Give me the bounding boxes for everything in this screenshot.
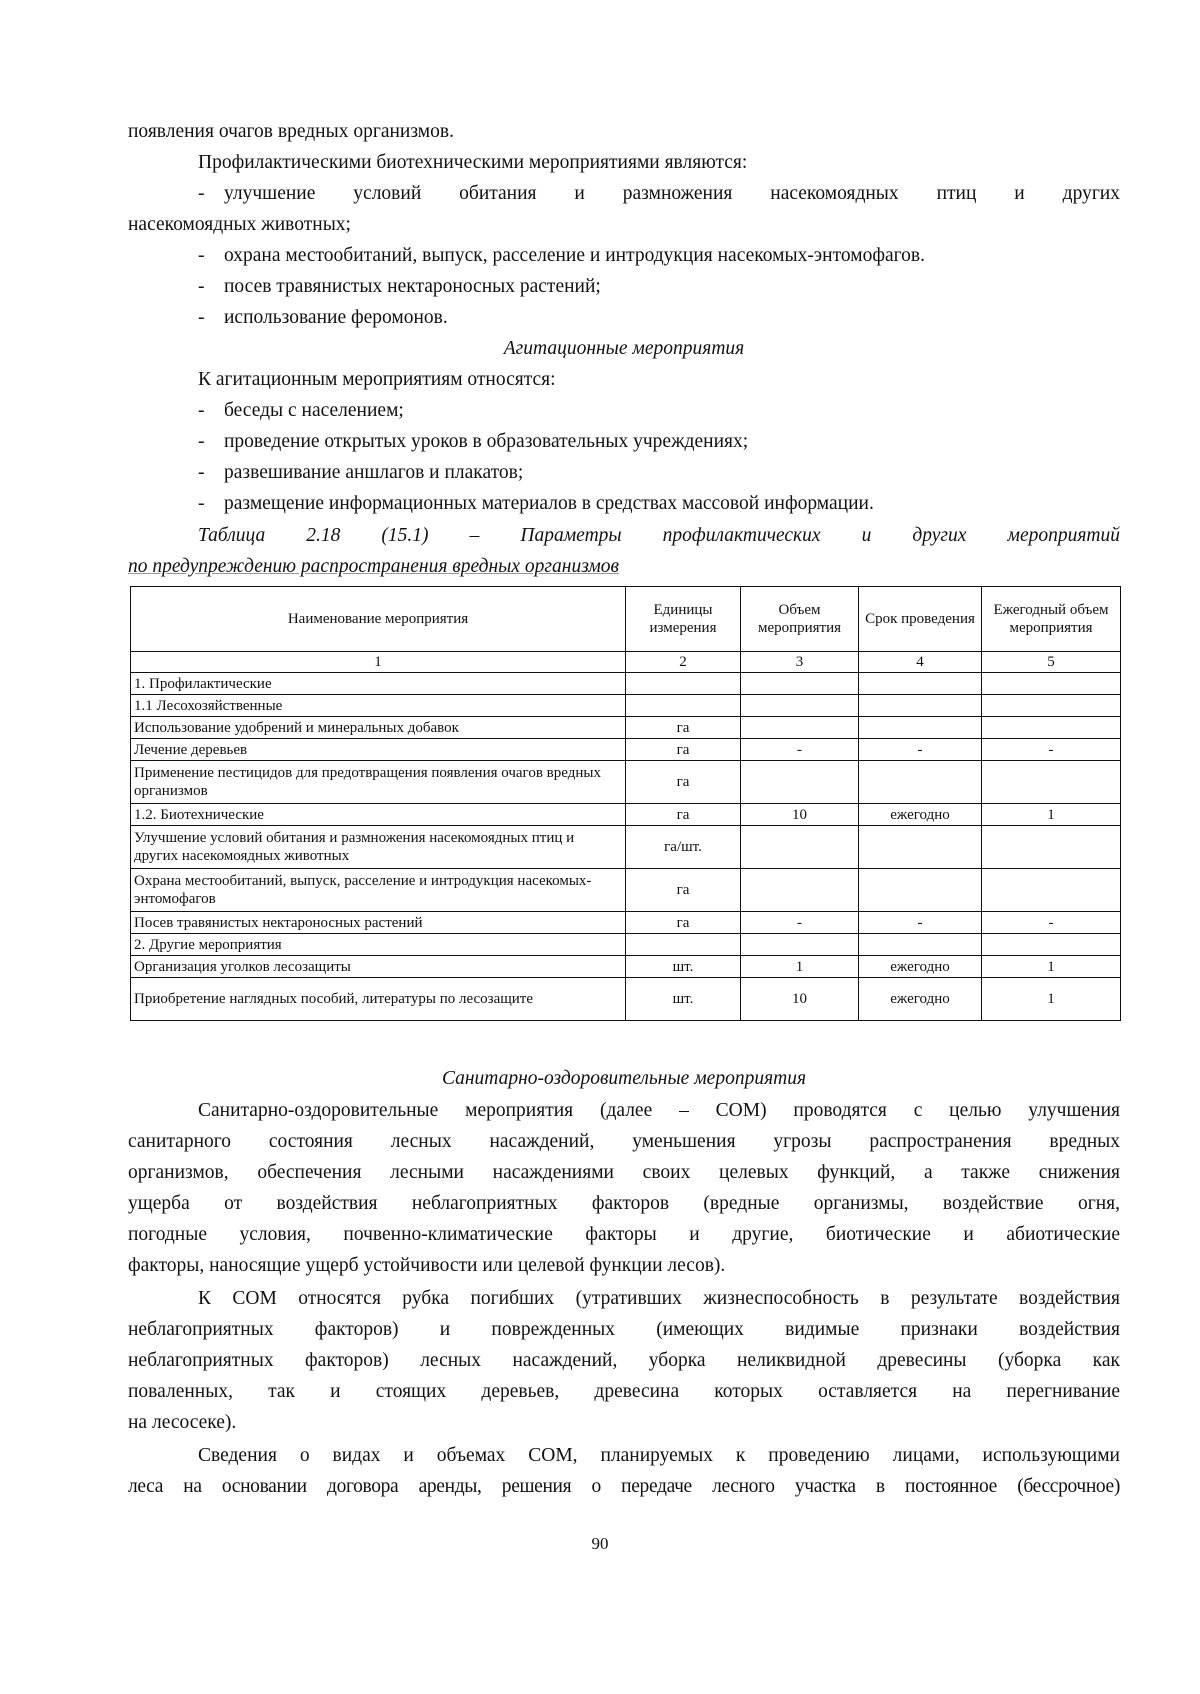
- page-number: 90: [591, 1534, 609, 1553]
- table-row: 1.1 Лесохозяйственные: [131, 695, 1121, 717]
- paragraph-sanitary-line: ущерба от воздействия неблагоприятных факторов (вредные организмы, воздействие огня,: [128, 1193, 1120, 1214]
- bullet-biotech-2: - охрана местообитаний, выпуск, расселение и интродукция насекомых-энтомофагов.: [198, 245, 925, 266]
- section-heading-sanitary: Санитарно-оздоровительные мероприятия: [441, 1068, 807, 1089]
- paragraph-som-line: К СОМ относятся рубка погибших (утративших жизнеспособность в результате воздействия: [198, 1288, 1120, 1309]
- table-row: 1.2. Биотехнические га 10 ежегодно 1: [131, 804, 1121, 826]
- bullet-biotech-1: - улучшение условий обитания и размножения насекомоядных птиц и других: [198, 183, 1120, 204]
- table-row: Применение пестицидов для предотвращения появления очагов вредных организмов га: [131, 761, 1121, 804]
- bullet-agitation-4: - размещение информационных материалов в средствах массовой информации.: [198, 493, 874, 514]
- table-row: Приобретение наглядных пособий, литературы по лесозащите шт. 10 ежегодно 1: [131, 978, 1121, 1021]
- bullet-agitation-1: - беседы с населением;: [198, 400, 404, 421]
- bullet-biotech-4: - использование феромонов.: [198, 307, 448, 328]
- header-volume: Объем мероприятия: [741, 587, 859, 652]
- paragraph-agitation-intro: К агитационным мероприятиям относятся:: [198, 369, 556, 390]
- bullet-agitation-2: - проведение открытых уроков в образовательных учреждениях;: [198, 431, 749, 452]
- table-row: Посев травянистых нектароносных растений га - - -: [131, 912, 1121, 934]
- paragraph-sanitary-line: погодные условия, почвенно-климатические факторы и другие, биотические и абиотические: [128, 1224, 1120, 1245]
- col-number: 1: [131, 652, 626, 673]
- paragraph-som-line: неблагоприятных факторов) и поврежденных (имеющих видимые признаки воздействия: [128, 1319, 1120, 1340]
- measures-table: [130, 586, 1121, 1021]
- table-row: Лечение деревьев га - - -: [131, 739, 1121, 761]
- table-row: Охрана местообитаний, выпуск, расселение и интродукция насекомых-энтомофагов га: [131, 869, 1121, 912]
- table-row: Использование удобрений и минеральных добавок га: [131, 717, 1121, 739]
- paragraph-som-line: на лесосеке).: [128, 1412, 237, 1433]
- paragraph-sanitary-line: организмов, обеспечения лесными насаждениями своих целевых функций, а также снижения: [128, 1162, 1120, 1183]
- bullet-biotech-3: - посев травянистых нектароносных растений;: [198, 276, 601, 297]
- paragraph-sanitary-line: факторы, наносящие ущерб устойчивости или целевой функции лесов).: [128, 1255, 726, 1276]
- table-row: Улучшение условий обитания и размножения насекомоядных птиц и других насекомоядных животных га/шт.: [131, 826, 1121, 869]
- paragraph-sanitary-line: Санитарно-оздоровительные мероприятия (далее – СОМ) проводятся с целью улучшения: [198, 1100, 1120, 1121]
- bullet-agitation-3: - развешивание аншлагов и плакатов;: [198, 462, 524, 483]
- paragraph-som-line: неблагоприятных факторов) лесных насаждений, уборка неликвидной древесины (уборка как: [128, 1350, 1120, 1371]
- paragraph-som-line: поваленных, так и стоящих деревьев, древесина которых оставляется на перегнивание: [128, 1381, 1120, 1402]
- header-unit: Единицы измерения: [626, 587, 741, 652]
- table-header-row: [131, 587, 1121, 652]
- table-row: 2. Другие мероприятия: [131, 934, 1121, 956]
- col-number: 2: [626, 652, 741, 673]
- section-heading-agitation: Агитационные мероприятия: [503, 338, 745, 359]
- table-caption: Таблица 2.18 (15.1) – Параметры профилактических и других мероприятий по предупреждению распространения вредных организмов: [128, 525, 1120, 577]
- header-term: Срок проведения: [859, 587, 982, 652]
- table-row: 1. Профилактические: [131, 673, 1121, 695]
- paragraph-som-info-line: леса на основании договора аренды, решения о передаче лесного участка в постоянное (бессрочное): [128, 1476, 1120, 1497]
- col-number: 4: [859, 652, 982, 673]
- bullet-biotech-1-cont: насекомоядных животных;: [128, 214, 351, 235]
- paragraph-sanitary-line: санитарного состояния лесных насаждений, уменьшения угрозы распространения вредных: [128, 1131, 1120, 1152]
- col-number: 5: [982, 652, 1121, 673]
- table-row: Организация уголков лесозащиты шт. 1 ежегодно 1: [131, 956, 1121, 978]
- paragraph-som-info-line: Сведения о видах и объемах СОМ, планируемых к проведению лицами, использующими: [198, 1445, 1120, 1466]
- header-annual: Ежегодный объем мероприятия: [982, 587, 1121, 652]
- paragraph-biotech-intro: Профилактическими биотехническими мероприятиями являются:: [198, 152, 748, 173]
- col-number: 3: [741, 652, 859, 673]
- paragraph-continuation: появления очагов вредных организмов.: [128, 121, 454, 142]
- table-number-row: [131, 652, 1121, 673]
- header-name: Наименование мероприятия: [131, 587, 626, 652]
